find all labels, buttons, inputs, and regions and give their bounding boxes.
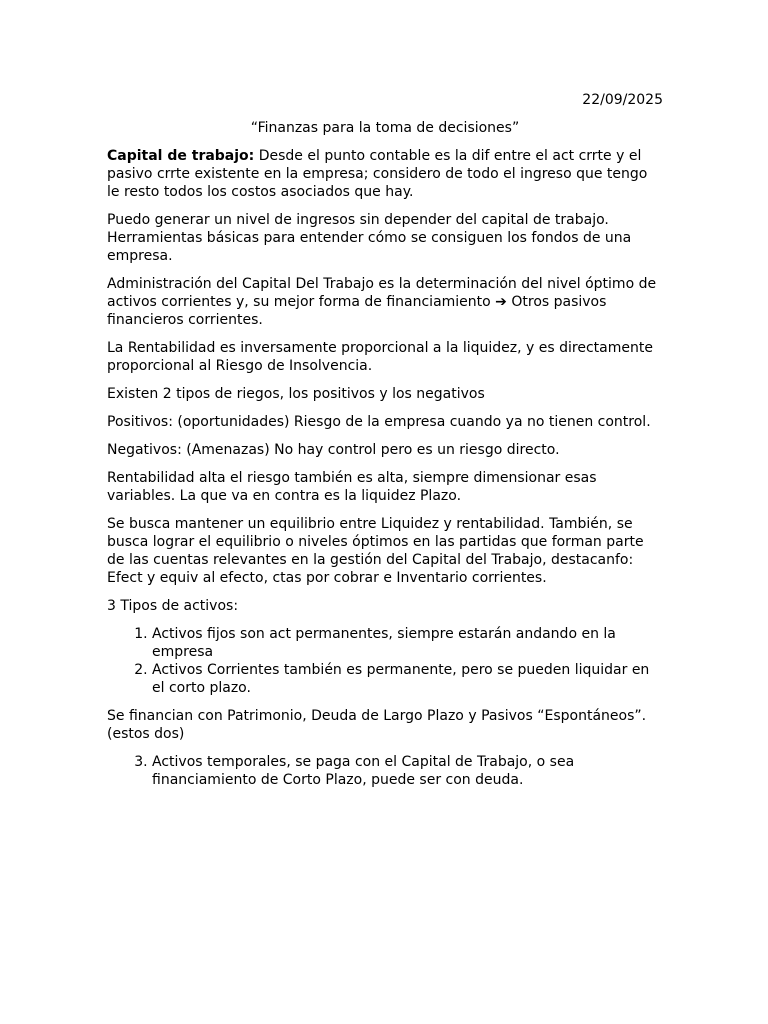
paragraph-tipos-de-activos: 3 Tipos de activos: [107,598,239,614]
paragraph-positivos: Positivos: (oportunidades) Riesgo de la empresa cuando ya no tienen control. [107,414,651,430]
paragraph-rentabilidad: La Rentabilidad es inversamente proporcional a la liquidez, y es directamente proporcional al Riesgo de Insolvencia. [107,340,653,374]
paragraph-text: Desde el punto contable es la dif entre el act crrte y el pasivo crrte existente en la empresa; considero de todo el ingreso que tengo le resto todos los costos asociados que hay. [107,148,648,200]
paragraph-equilibrio: Se busca mantener un equilibrio entre Liquidez y rentabilidad. También, se busca lograr el equilibrio o niveles óptimos en las partidas que forman parte de las cuentas relevantes en la gestión del Capital del Trabajo, destacanfo: Efect y equiv al efecto, ctas por cobrar e Inventario corrientes. [107,516,644,586]
paragraph-rentabilidad-alta: Rentabilidad alta el riesgo también es alta, siempre dimensionar esas variables. La que va en contra es la liquidez Plazo. [107,470,597,504]
activos-list-1 [107,625,663,697]
paragraph-financiamiento: Se financian con Patrimonio, Deuda de Largo Plazo y Pasivos “Espontáneos”. (estos dos) [107,708,647,742]
document-date: 22/09/2025 [582,92,663,108]
document-page [107,91,663,799]
paragraph-tipos-de-riesgos: Existen 2 tipos de riegos, los positivos y los negativos [107,386,485,402]
document-title: “Finanzas para la toma de decisiones” [250,120,520,136]
paragraph-ingresos: Puedo generar un nivel de ingresos sin depender del capital de trabajo. Herramientas básicas para entender cómo se consiguen los fondos de una empresa. [107,212,632,264]
list-item: 3. Activos temporales, se paga con el Capital de Trabajo, o sea financiamiento de Corto Plazo, puede ser con deuda. [152,753,663,789]
list-item: 2. Activos Corrientes también es permanente, pero se pueden liquidar en el corto plazo. [152,661,663,697]
list-item: 1. Activos fijos son act permanentes, siempre estarán andando en la empresa [152,625,663,661]
paragraph-administracion [107,275,663,329]
activos-list-2 [107,753,663,789]
term-capital-de-trabajo: Capital de trabajo: [107,148,255,164]
paragraph-negativos: Negativos: (Amenazas) No hay control pero es un riesgo directo. [107,442,560,458]
paragraph-capital-de-trabajo [107,147,663,201]
paragraph-text: Otros pasivos financieros corrientes. [107,294,607,328]
paragraph-text: Administración del Capital Del Trabajo es la determinación del nivel óptimo de activos corrientes y, su mejor forma de financiamiento [107,276,657,310]
arrow-right-icon: ➔ [495,294,507,310]
